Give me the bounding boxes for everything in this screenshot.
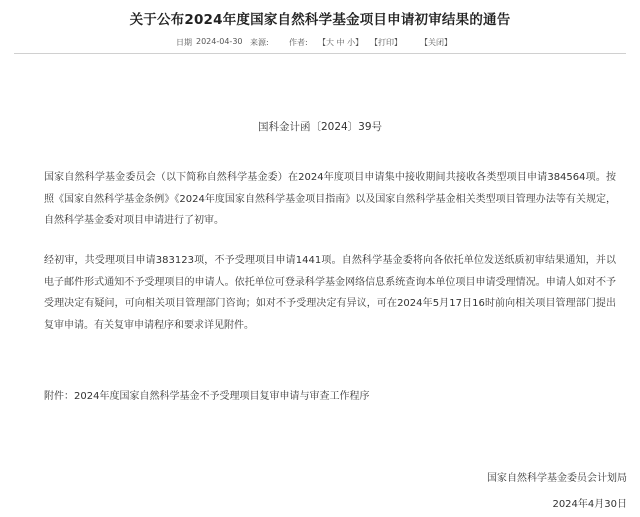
document-number: 国科金计函〔2024〕39号 [257, 121, 383, 133]
source-label: 来源: [250, 38, 269, 47]
header-divider [14, 53, 626, 54]
font-size-control[interactable]: 【大 中 小】 [318, 38, 364, 47]
close-button[interactable]: 【关闭】 [420, 38, 452, 47]
signature-date: 2024年4月30日 [552, 499, 627, 510]
author-label: 作者: [289, 38, 308, 47]
signature-organization: 国家自然科学基金委员会计划局 [487, 473, 627, 484]
page-title: 关于公布2024年度国家自然科学基金项目申请初审结果的通告 [129, 12, 511, 28]
attachment-line[interactable]: 附件：2024年度国家自然科学基金不予受理项目复审申请与审查工作程序 [44, 391, 370, 402]
date-value: 2024-04-30 [196, 37, 243, 46]
date-label: 日期 [176, 38, 192, 47]
body-paragraph-1: 国家自然科学基金委员会（以下简称自然科学基金委）在2024年度项目申请集中接收期间共接收各类型项目申请384564项。按照《国家自然科学基金条例》《2024年度国家自然科学基金项目指南》以及国家自然科学基金相关类型项目管理办法等有关规定，自然科学基金委对项目申请进行了初审。 [44, 172, 616, 226]
print-button[interactable]: 【打印】 [370, 38, 402, 47]
body-paragraph-2: 经初审，共受理项目申请383123项，不予受理项目申请1441项。自然科学基金委将向各依托单位发送纸质初审结果通知，并以电子邮件形式通知不予受理项目的申请人。依托单位可登录科学基金网络信息系统查询本单位项目申请受理情况。申请人如对不予受理决定有疑问，可向相关项目管理部门咨询；如对不予受理决定有异议，可在2024年5月17日16时前向相关项目管理部门提出复审申请。有关复审申请程序和要求详见附件。 [44, 255, 616, 331]
